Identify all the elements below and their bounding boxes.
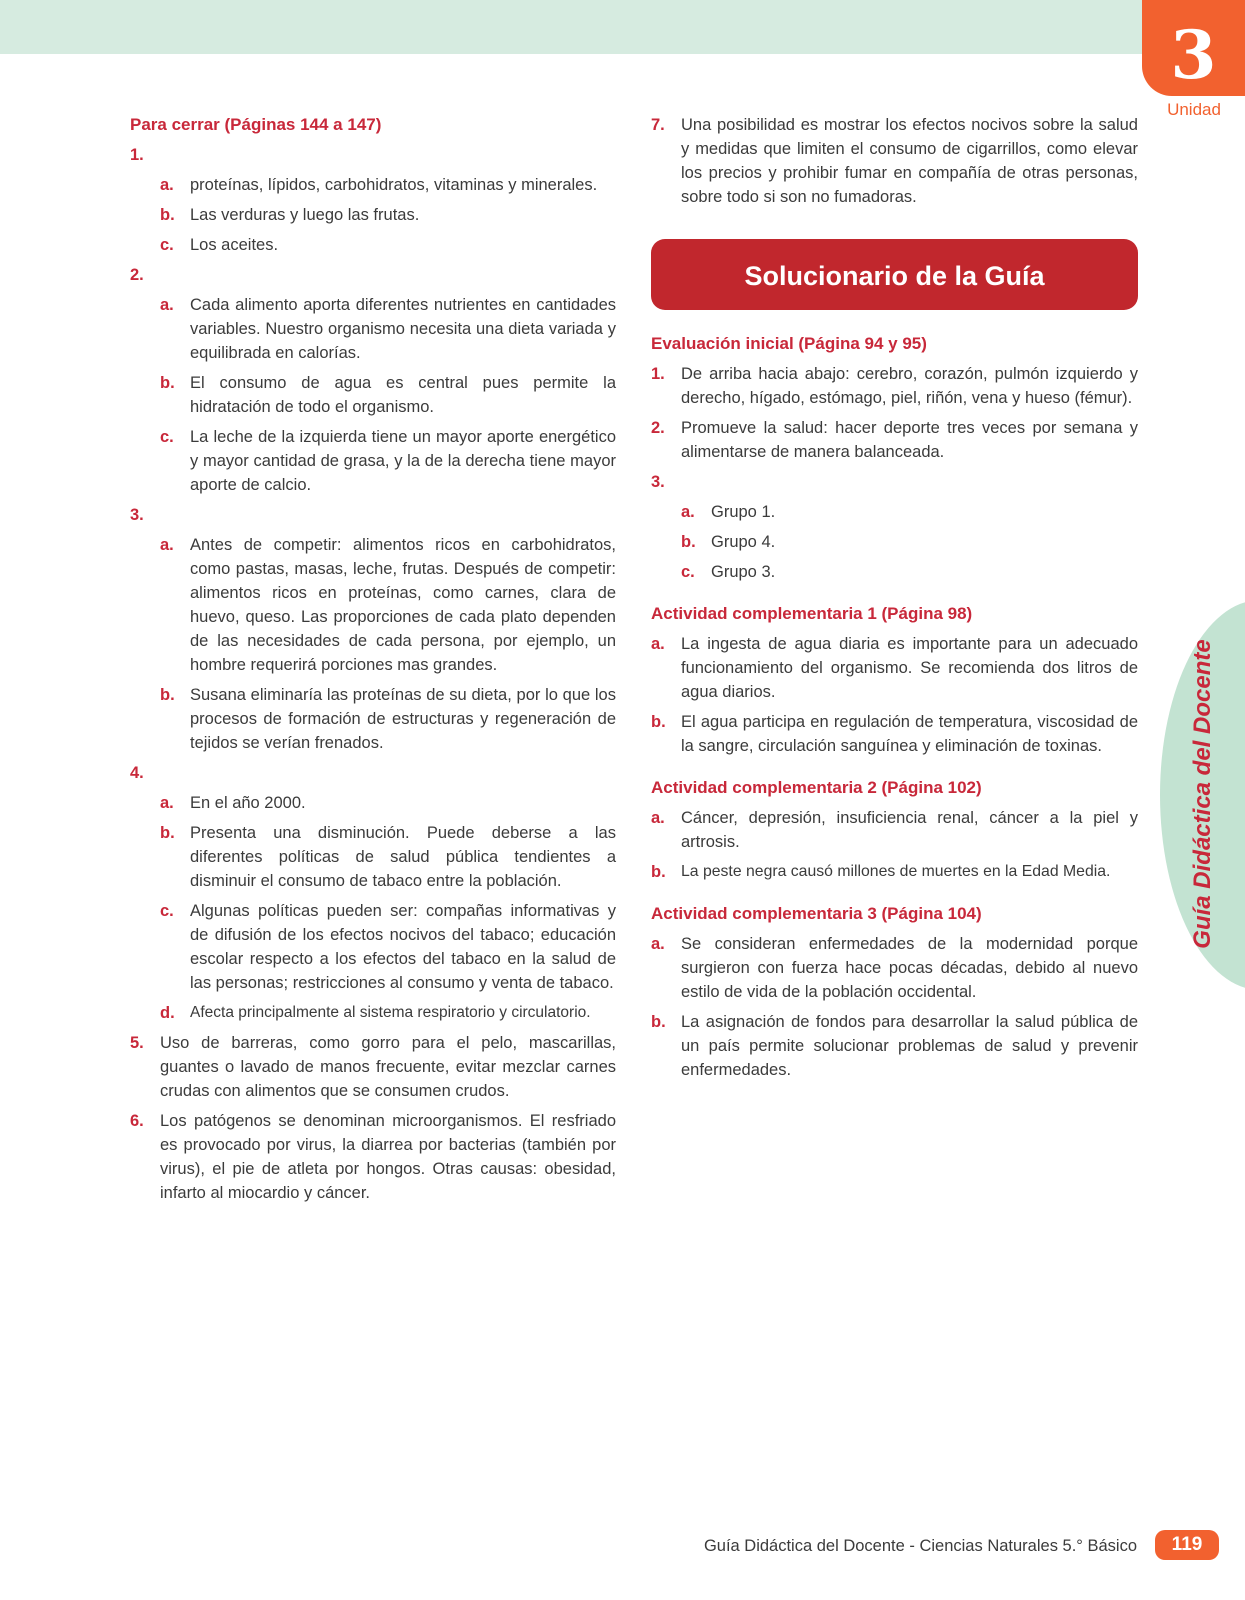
question-2 [130, 263, 616, 287]
act2-answer-b [651, 860, 1138, 884]
act3-answer-a [651, 932, 1138, 1004]
eval-answer-3c [681, 560, 1138, 584]
answer-letter: b. [651, 713, 666, 731]
footer-title: Guía Didáctica del Docente - Ciencias Naturales 5.° Básico [703, 1537, 1137, 1555]
answer-letter: b. [651, 1013, 666, 1031]
answer-text: Promueve la salud: hacer deporte tres veces por semana y alimentarse de manera balanceada. [681, 419, 1138, 461]
answer-letter: a. [651, 635, 665, 653]
question-6 [130, 1109, 616, 1205]
act1-answer-b [651, 710, 1138, 758]
answer-letter: a. [651, 935, 665, 953]
question-number: 1. [130, 146, 144, 164]
answer-text: proteínas, lípidos, carbohidratos, vitaminas y minerales. [190, 176, 598, 194]
question-number: 7. [651, 116, 665, 134]
answer-letter: b. [160, 374, 175, 392]
answer-text: Grupo 1. [711, 503, 776, 521]
answer-text: Se consideran enfermedades de la modernidad porque surgieron con fuerza hace pocas décadas, debido al nuevo estilo de vida de la población occidental. [681, 935, 1138, 1001]
answer-1a [160, 173, 616, 197]
answer-3b [160, 683, 616, 755]
answer-text: El consumo de agua es central pues permite la hidratación de todo el organismo. [190, 374, 616, 416]
question-number: 3. [651, 473, 665, 491]
answer-letter: c. [160, 236, 174, 254]
unit-number-tab: 3 [1142, 0, 1245, 96]
unit-label: Unidad [1167, 100, 1221, 119]
answer-4d [160, 1001, 616, 1025]
question-number: 2. [130, 266, 144, 284]
answer-letter: b. [651, 863, 666, 881]
answer-letter: a. [160, 176, 174, 194]
answer-letter: a. [681, 503, 695, 521]
eval-answer-3a [681, 500, 1138, 524]
top-band [0, 0, 1245, 54]
section-heading: Actividad complementaria 2 (Página 102) [651, 778, 982, 797]
answer-4b [160, 821, 616, 893]
answer-letter: d. [160, 1004, 175, 1022]
answer-3a [160, 533, 616, 677]
answer-letter: a. [160, 296, 174, 314]
right-column [651, 113, 1138, 1088]
answer-text: Cada alimento aporta diferentes nutrientes en cantidades variables. Nuestro organismo necesita una dieta variada y equilibrada en calorías. [190, 296, 616, 362]
question-number: 5. [130, 1034, 144, 1052]
answer-text: Las verduras y luego las frutas. [190, 206, 420, 224]
answer-2a [160, 293, 616, 365]
section-heading: Actividad complementaria 3 (Página 104) [651, 904, 982, 923]
answer-text: La peste negra causó millones de muertes en la Edad Media. [681, 863, 1111, 880]
answer-text: La leche de la izquierda tiene un mayor aporte energético y mayor cantidad de grasa, y la de la derecha tiene mayor aporte de calcio. [190, 428, 616, 494]
answer-letter: a. [651, 809, 665, 827]
answer-letter: c. [160, 428, 174, 446]
act1-answer-a [651, 632, 1138, 704]
answer-letter: c. [681, 563, 695, 581]
answer-letter: b. [160, 206, 175, 224]
left-column [130, 113, 616, 1211]
question-3 [130, 503, 616, 527]
question-1 [130, 143, 616, 167]
section-heading: Evaluación inicial (Página 94 y 95) [651, 334, 927, 353]
answer-text: Antes de competir: alimentos ricos en carbohidratos, como pastas, masas, leche, frutas. Después de competir: alimentos ricos en proteínas, como carnes, clara de huevo, queso. Las proporciones de cada plato dependen de las necesidades de cada persona, por ejemplo, un hombre requerirá porciones mas grandes. [190, 536, 616, 674]
act3-answer-b [651, 1010, 1138, 1082]
answer-text: Susana eliminaría las proteínas de su dieta, por lo que los procesos de formación de estructuras y regeneración de tejidos se verían frenados. [190, 686, 616, 752]
answer-text: Los patógenos se denominan microorganismos. El resfriado es provocado por virus, la diarrea por bacterias (también por virus), el pie de atleta por hongos. Otras causas: obesidad, infarto al miocardio y cáncer. [160, 1112, 616, 1202]
answer-text: El agua participa en regulación de temperatura, viscosidad de la sangre, circulación sanguínea y eliminación de toxinas. [681, 713, 1138, 755]
eval-answer-3b [681, 530, 1138, 554]
answer-text: Los aceites. [190, 236, 279, 254]
answer-text: Afecta principalmente al sistema respiratorio y circulatorio. [190, 1004, 591, 1021]
answer-text: Grupo 3. [711, 563, 776, 581]
answer-2b [160, 371, 616, 419]
answer-letter: c. [160, 902, 174, 920]
answer-2c [160, 425, 616, 497]
answer-text: La asignación de fondos para desarrollar la salud pública de un país permite solucionar problemas de salud y prevenir enfermedades. [681, 1013, 1138, 1079]
answer-text: Algunas políticas pueden ser: compañas informativas y de difusión de los efectos nocivos del tabaco; educación escolar respecto a los efectos del tabaco en la salud de las personas; restricciones al consumo y venta de tabaco. [190, 902, 616, 992]
answer-text: Una posibilidad es mostrar los efectos nocivos sobre la salud y medidas que limiten el consumo de cigarrillos, como elevar los precios y prohibir fumar en compañía de otras personas, sobre todo si son no fumadoras. [681, 116, 1138, 206]
eval-item-1 [651, 362, 1138, 410]
answer-letter: b. [160, 824, 175, 842]
answer-letter: a. [160, 536, 174, 554]
answer-letter: b. [681, 533, 696, 551]
answer-text: Grupo 4. [711, 533, 776, 551]
question-number: 2. [651, 419, 665, 437]
page-number: 119 [1155, 1530, 1219, 1560]
answer-4a [160, 791, 616, 815]
section-heading: Actividad complementaria 1 (Página 98) [651, 604, 973, 623]
answer-text: Cáncer, depresión, insuficiencia renal, cáncer a la piel y artrosis. [681, 809, 1138, 851]
question-number: 4. [130, 764, 144, 782]
eval-item-3 [651, 470, 1138, 494]
question-5 [130, 1031, 616, 1103]
question-number: 6. [130, 1112, 144, 1130]
solucionario-banner: Solucionario de la Guía [651, 239, 1138, 310]
answer-letter: b. [160, 686, 175, 704]
answer-letter: a. [160, 794, 174, 812]
question-7 [651, 113, 1138, 209]
answer-1c [160, 233, 616, 257]
answer-text: De arriba hacia abajo: cerebro, corazón, pulmón izquierdo y derecho, hígado, estómago, piel, riñón, vena y hueso (fémur). [681, 365, 1138, 407]
side-tab-label: Guía Didáctica del Docente [1189, 639, 1216, 949]
question-4 [130, 761, 616, 785]
eval-item-2 [651, 416, 1138, 464]
act2-answer-a [651, 806, 1138, 854]
answer-text: Presenta una disminución. Puede deberse a las diferentes políticas de salud pública tendientes a disminuir el consumo de tabaco entre la población. [190, 824, 616, 890]
question-number: 1. [651, 365, 665, 383]
answer-1b [160, 203, 616, 227]
question-number: 3. [130, 506, 144, 524]
answer-text: En el año 2000. [190, 794, 306, 812]
answer-4c [160, 899, 616, 995]
section-heading: Para cerrar (Páginas 144 a 147) [130, 115, 382, 134]
answer-text: La ingesta de agua diaria es importante para un adecuado funcionamiento del organismo. Se recomienda dos litros de agua diarios. [681, 635, 1138, 701]
answer-text: Uso de barreras, como gorro para el pelo, mascarillas, guantes o lavado de manos frecuente, evitar mezclar carnes crudas con alimentos que se consumen crudos. [160, 1034, 616, 1100]
